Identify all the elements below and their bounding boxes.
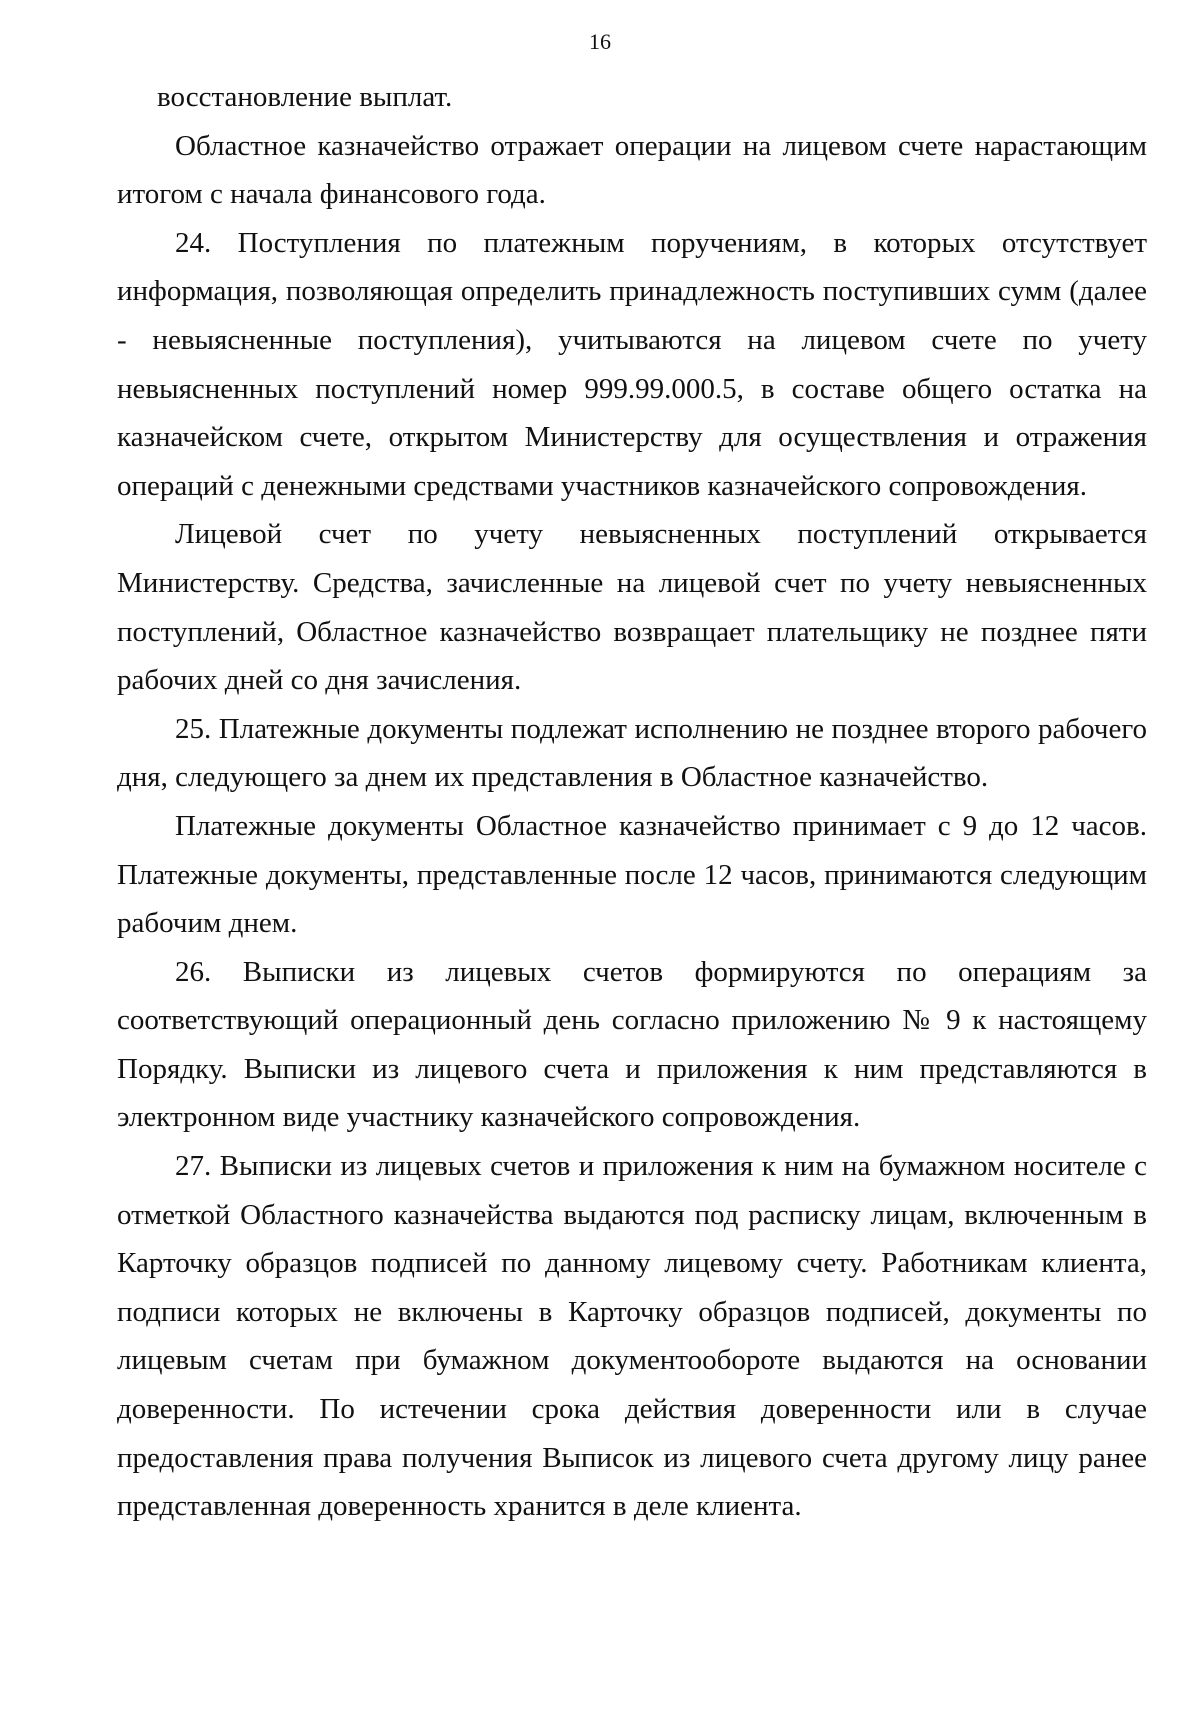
paragraph-treasury-operations: Областное казначейство отражает операции на лицевом счете нарастающим итогом с начала финансового года. bbox=[117, 129, 1147, 211]
paragraph-24: 24. Поступления по платежным поручениям, в которых отсутствует информация, позволяющая определить принадлежность поступивших сумм (далее - невыясненные поступления), учитываются на лицевом счете по учету невыясненных поступлений номер 999.99.000.5, в составе общего остатка на казначейском счете, открытом Министерству для осуществления и отражения операций с денежными средствами участников казначейского сопровождения. bbox=[117, 226, 1147, 502]
paragraph-25: 25. Платежные документы подлежат исполнению не позднее второго рабочего дня, следующего за днем их представления в Областное казначейство. bbox=[117, 712, 1147, 794]
paragraph-27: 27. Выписки из лицевых счетов и приложения к ним на бумажном носителе с отметкой Областного казначейства выдаются под расписку лицам, включенным в Карточку образцов подписей по данному лицевому счету. Работникам клиента, подписи которых не включены в Карточку образцов подписей, документы по лицевым счетам при бумажном документообороте выдаются на основании доверенности. По истечении срока действия доверенности или в случае предоставления права получения Выписок из лицевого счета другому лицу ранее представленная доверенность хранится в деле клиента. bbox=[117, 1150, 1147, 1523]
paragraph-26: 26. Выписки из лицевых счетов формируются по операциям за соответствующий операционный день согласно приложению № 9 к настоящему Порядку. Выписки из лицевого счета и приложения к ним представляются в электронном виде участнику казначейского сопровождения. bbox=[117, 955, 1147, 1134]
page-number: 16 bbox=[589, 29, 611, 54]
paragraph-unexplained-receipts-account: Лицевой счет по учету невыясненных поступлений открывается Министерству. Средства, зачисленные на лицевой счет по учету невыясненных поступлений, Областное казначейство возвращает плательщику не позднее пяти рабочих дней со дня зачисления. bbox=[117, 518, 1147, 697]
paragraph-continuation: восстановление выплат. bbox=[157, 81, 453, 113]
paragraph-payment-hours: Платежные документы Областное казначейство принимает с 9 до 12 часов. Платежные документы, представленные после 12 часов, принимаются следующим рабочим днем. bbox=[117, 809, 1147, 940]
document-body bbox=[117, 73, 1147, 1531]
